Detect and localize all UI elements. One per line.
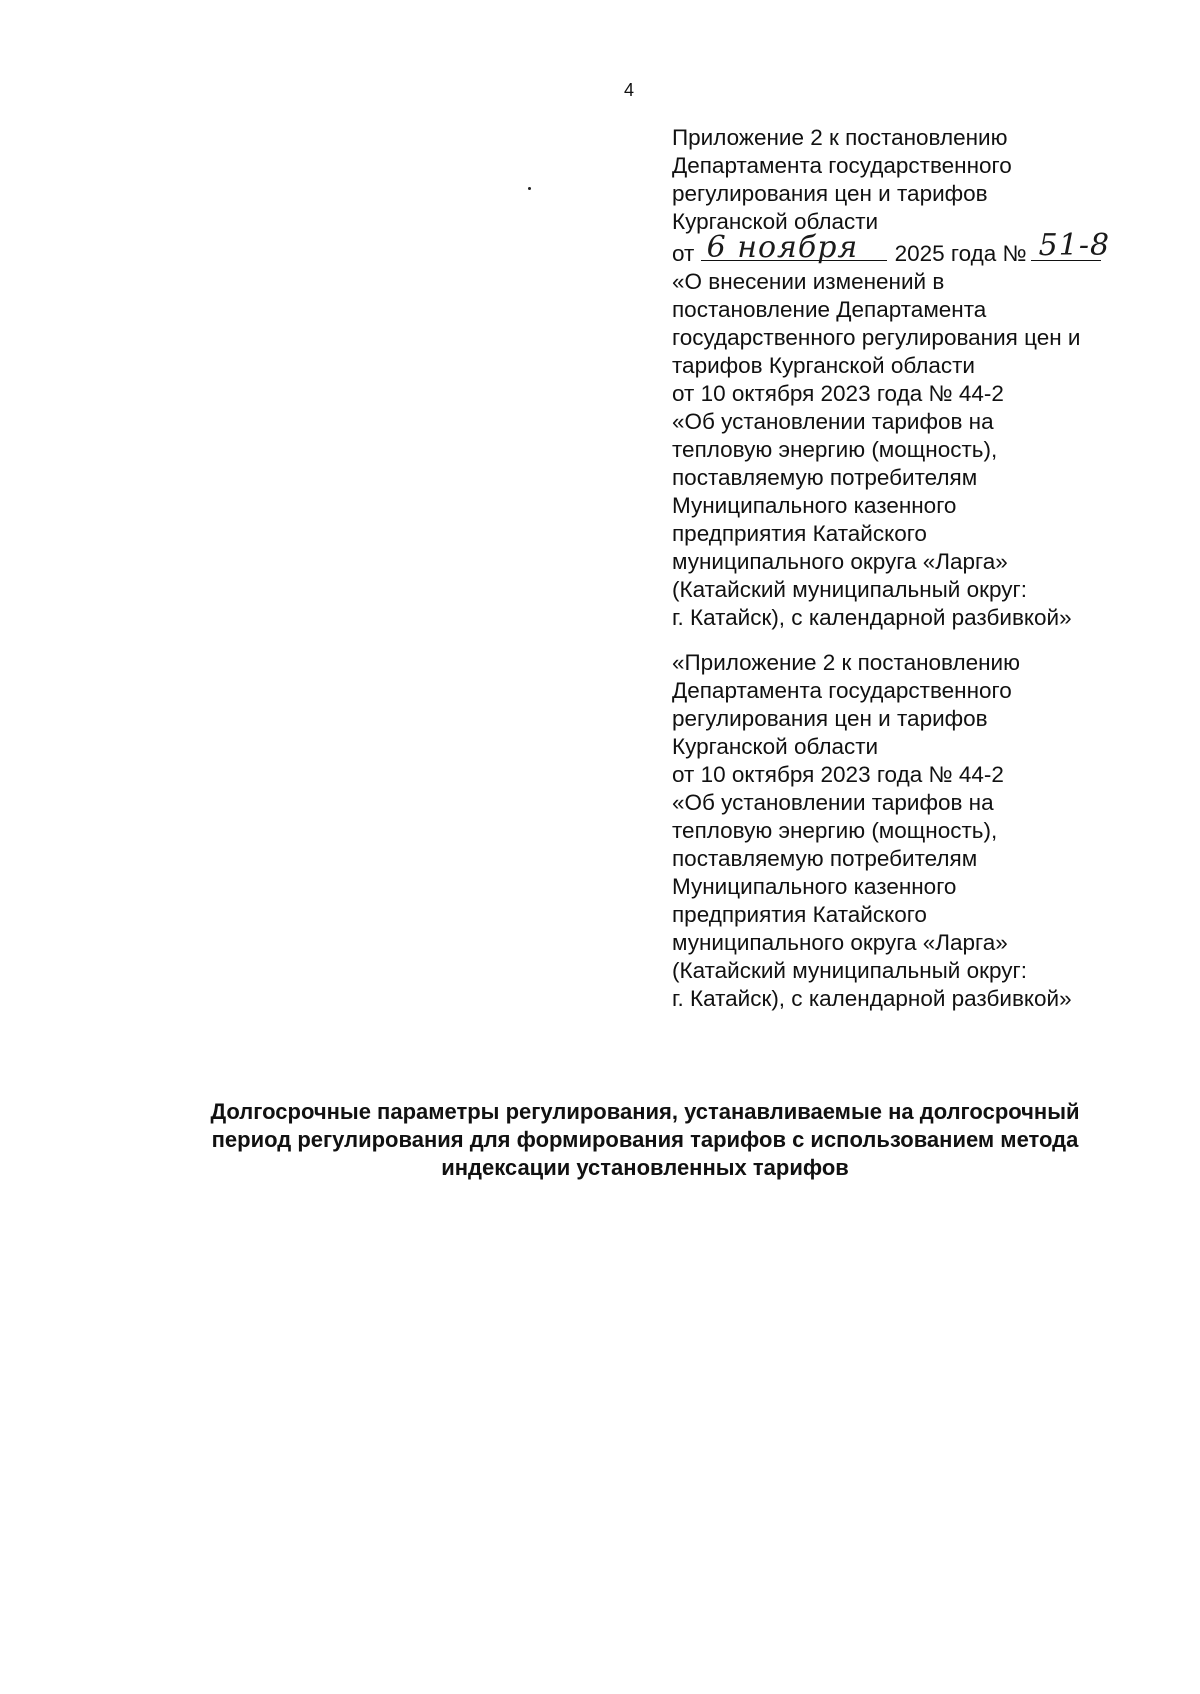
appendix-line: предприятия Катайского xyxy=(672,521,927,546)
appendix-line: постановление Департамента xyxy=(672,297,987,322)
appendix-line: от 10 октября 2023 года № 44-2 xyxy=(672,762,1004,787)
appendix-line: г. Катайск), с календарной разбивкой» xyxy=(672,986,1072,1011)
appendix-line: Муниципального казенного xyxy=(672,493,957,518)
appendix-line: муниципального округа «Ларга» xyxy=(672,930,1008,955)
appendix-line: тепловую энергию (мощность), xyxy=(672,818,998,843)
title-line: Долгосрочные параметры регулирования, устанавливаемые на долгосрочный xyxy=(210,1099,1080,1124)
appendix-line: «Об установлении тарифов на xyxy=(672,790,994,815)
appendix-line: г. Катайск), с календарной разбивкой» xyxy=(672,605,1072,630)
year-text: 2025 года № xyxy=(894,241,1027,266)
appendix-line: регулирования цен и тарифов xyxy=(672,181,988,206)
appendix-line: поставляемую потребителям xyxy=(672,465,978,490)
title-line: индексации установленных тарифов xyxy=(441,1155,849,1180)
appendix-line: (Катайский муниципальный округ: xyxy=(672,958,1027,983)
appendix-line: регулирования цен и тарифов xyxy=(672,706,988,731)
appendix-line: от 10 октября 2023 года № 44-2 xyxy=(672,381,1004,406)
appendix-line: Приложение 2 к постановлению xyxy=(672,125,1008,150)
appendix-line: поставляемую потребителям xyxy=(672,846,978,871)
title-line: период регулирования для формирования тарифов с использованием метода xyxy=(211,1127,1079,1152)
appendix-line: (Катайский муниципальный округ: xyxy=(672,577,1027,602)
handwritten-number: 51-8 xyxy=(1038,228,1111,263)
appendix-line: «Об установлении тарифов на xyxy=(672,409,994,434)
appendix-line: государственного регулирования цен и xyxy=(672,325,1081,350)
appendix-line: «Приложение 2 к постановлению xyxy=(672,650,1020,675)
appendix-line: Муниципального казенного xyxy=(672,874,957,899)
appendix-original-header xyxy=(672,649,1192,1013)
appendix-amending-header xyxy=(672,124,1192,632)
appendix-line: муниципального округа «Ларга» xyxy=(672,549,1008,574)
appendix-line: тарифов Курганской области xyxy=(672,353,975,378)
appendix-line: «О внесении изменений в xyxy=(672,269,945,294)
appendix-line: Департамента государственного xyxy=(672,678,1012,703)
appendix-line: Департамента государственного xyxy=(672,153,1012,178)
handwritten-date-field xyxy=(701,230,887,265)
appendix-line: Курганской области xyxy=(672,209,879,234)
appendix-line: предприятия Катайского xyxy=(672,902,927,927)
appendix-line: Курганской области xyxy=(672,734,879,759)
document-title xyxy=(100,1098,1190,1182)
handwritten-number-field xyxy=(1031,228,1111,263)
page-number: 4 xyxy=(624,80,635,100)
scan-speck xyxy=(528,187,531,190)
appendix-line: тепловую энергию (мощность), xyxy=(672,437,998,462)
handwritten-date: 6 ноября xyxy=(706,230,859,265)
date-prefix: от xyxy=(672,241,695,266)
resolution-date-line xyxy=(672,228,1192,268)
